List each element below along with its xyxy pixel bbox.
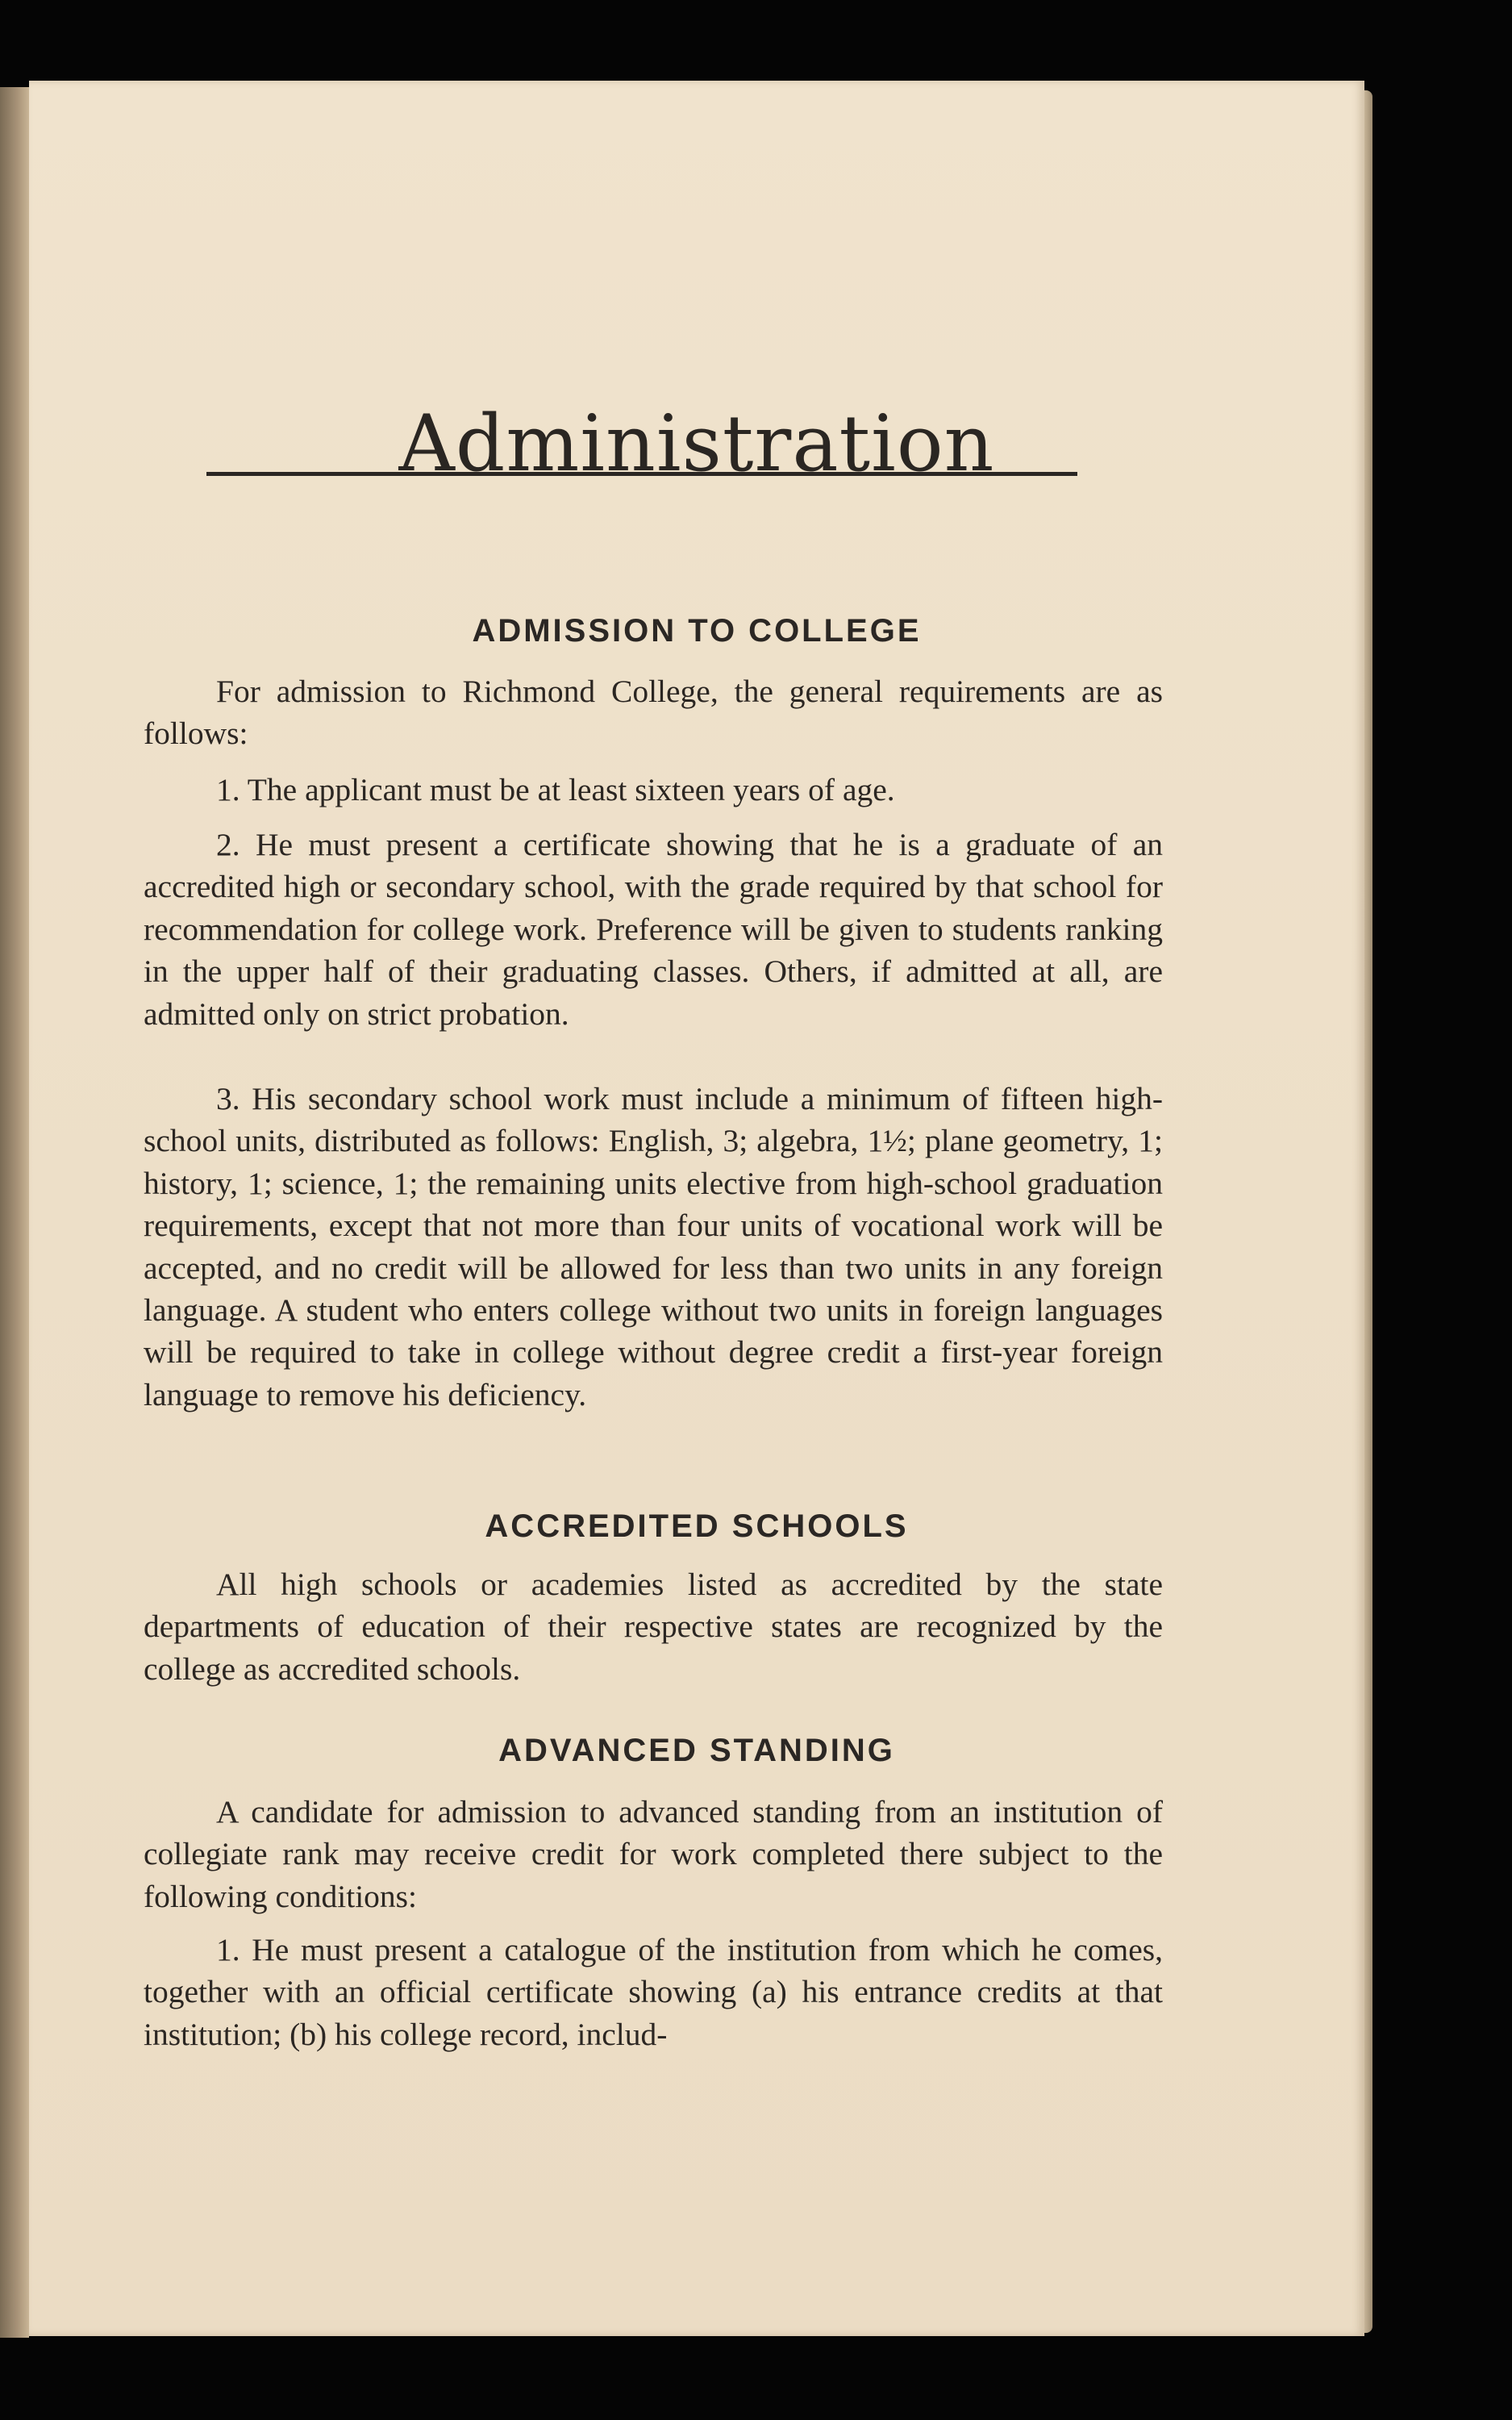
book-spine (0, 87, 29, 2338)
section-heading-advanced: ADVANCED STANDING (498, 1733, 895, 1768)
paragraph-advanced-intro: A candidate for admission to advanced standing from an institution of collegiate rank may receive credit for work completed there subject to the following conditions: (144, 1794, 1163, 1914)
section-heading-admission: ADMISSION TO COLLEGE (472, 613, 922, 649)
paragraph-requirement-2: 2. He must present a certificate showing that he is a graduate of an accredited high or secondary school, with the grade required by that school for recommendation for college work. Preference will be given to students ranking in the upper half of their graduating classes. Others, if admitted at all, are admitted only on strict probation. (144, 827, 1163, 1032)
paragraph-requirement-1: 1. The applicant must be at least sixteen years of age. (216, 772, 895, 807)
paragraph-requirement-3: 3. His secondary school work must include a minimum of fifteen high-school units, distributed as follows: English, 3; algebra, 1½; plane geometry, 1; history, 1; science, 1; the remaining units elective from high-school graduation requirements, except that not more than four units of vocational work will be accepted, and no credit will be allowed for less than two units in any foreign language. A student who enters college without two units in foreign languages will be required to take in college without degree credit a first-year foreign language to remove his deficiency. (144, 1081, 1163, 1412)
book-page (29, 81, 1364, 2336)
title-rule (206, 472, 1077, 476)
paragraph-accredited: All high schools or academies listed as accredited by the state departments of education of their respective states are recognized by the college as accredited schools. (144, 1567, 1163, 1687)
section-heading-accredited: ACCREDITED SCHOOLS (485, 1508, 909, 1544)
page-title: Administration (398, 398, 995, 490)
paragraph-advanced-condition-1: 1. He must present a catalogue of the institution from which he comes, together with an official certificate showing (a) his entrance credits at that institution; (b) his college record, includ- (144, 1932, 1163, 2052)
paragraph-admission-intro: For admission to Richmond College, the general requirements are as follows: (144, 674, 1163, 752)
